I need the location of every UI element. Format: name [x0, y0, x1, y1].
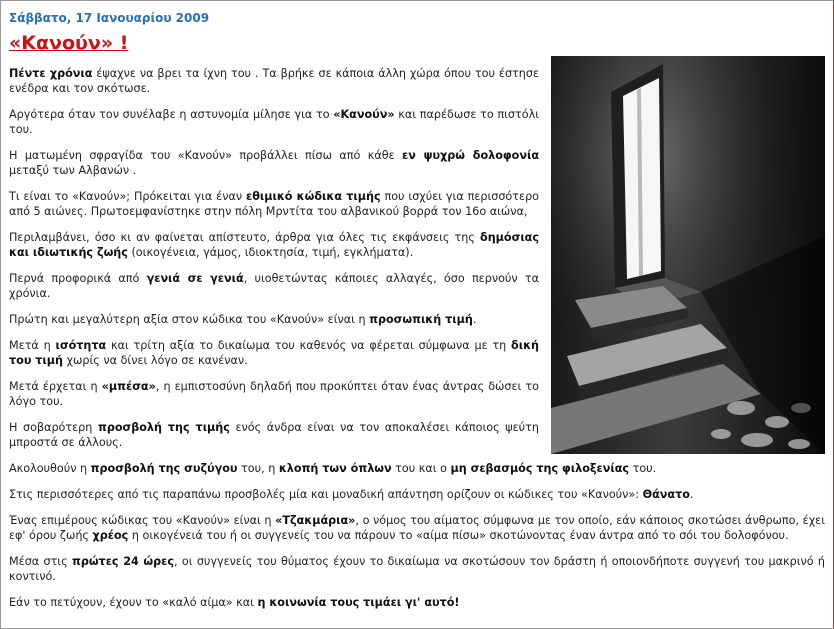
- text-span: Ακολουθούν η: [9, 462, 91, 475]
- text-span: που ισχύει για περισσότερο από 5 αιώνες. Πρωτοεμφανίστηκε στην πόλη Μρντίτα του αλβανικού βορρά τον 16ο αιώνα,: [9, 190, 540, 218]
- text-span: , υιοθετώντας κάποιες αλλαγές, όσο περνούν τα χρόνια.: [9, 272, 539, 300]
- text-span: χωρίς να δίνει λόγο σε κανέναν.: [62, 354, 248, 367]
- bold-text: προσβολή της συζύγου: [90, 462, 238, 475]
- bold-text: εν ψυχρώ δολοφονία: [402, 149, 539, 162]
- text-span: Πρώτη και μεγαλύτερη αξία στον κώδικα του «Κανούν» είναι η: [9, 313, 370, 326]
- text-span: , οι συγγενείς του θύματος έχουν το δικαίωμα να σκοτώσουν τον δράστη ή οποιονδήποτε συγγενή του μακρινό ή κοντινό.: [9, 555, 825, 583]
- text-span: Μετά η: [9, 339, 56, 352]
- text-span: , ο νόμος του αίματος σύμφωνα με τον οποίο, εάν κάποιος σκοτώσει άνθρωπο, έχει εφ' όρου ζωής: [9, 514, 825, 542]
- text-span: Ένας επιμέρους κώδικας του «Κανούν» είναι η: [9, 514, 276, 527]
- bold-text: χρέος: [92, 529, 129, 542]
- bold-text: προσβολή της τιμής: [97, 421, 230, 434]
- text-span: Μετά έρχεται η: [9, 380, 102, 393]
- paragraph: [9, 595, 825, 610]
- text-span: του.: [629, 462, 657, 475]
- bold-text: δημόσιας και ιδιωτικής ζωής: [9, 231, 539, 259]
- bold-text: προσωπική τιμή: [369, 313, 473, 326]
- post-body: [9, 66, 825, 621]
- text-span: Τι είναι το «Κανούν»; Πρόκειται για έναν: [9, 190, 246, 203]
- text-span: μεταξύ των Αλβανών .: [9, 164, 137, 177]
- text-span: .: [472, 313, 477, 326]
- bold-text: ισότητα: [55, 339, 107, 352]
- paragraph: [9, 487, 825, 502]
- text-span: Περνά προφορικά από: [9, 272, 147, 285]
- text-span: του, η: [237, 462, 279, 475]
- text-span: έψαχνε να βρει τα ίχνη του . Τα βρήκε σε κάποια άλλη χώρα όπου του έστησε ενέδρα και τον σκότωσε.: [9, 67, 539, 95]
- text-span: (οικογένεια, γάμος, ιδιοκτησία, τιμή, εγκλήματα).: [127, 246, 414, 259]
- dark-room-photo-image: [551, 56, 825, 454]
- text-span: Στις περισσότερες από τις παραπάνω προσβολές μία και μοναδική απάντηση ορίζουν οι κώδικες του «Κανούν»:: [9, 488, 643, 501]
- bold-text: «Τζακμάρια»: [275, 514, 356, 527]
- bold-text: η κοινωνία τους τιμάει γι' αυτό!: [257, 596, 460, 609]
- bold-text: δική του τιμή: [9, 339, 540, 367]
- bold-text: «Κανούν»: [333, 108, 395, 121]
- text-span: και τρίτη αξία το δικαίωμα του καθενός να φέρεται σύμφωνα με τη: [106, 339, 512, 352]
- text-span: Εάν το πετύχουν, έχουν το «καλό αίμα» και: [9, 596, 258, 609]
- text-span: και παρέδωσε το πιστόλι του.: [9, 108, 539, 136]
- text-span: .: [689, 488, 694, 501]
- text-span: η οικογένειά του ή οι συγγενείς του να πάρουν το «αίμα πίσω» σκοτώνοντας έναν άντρα από το σόι του δολοφόνου.: [128, 529, 789, 542]
- text-span: Η ματωμένη σφραγίδα του «Κανούν» προβάλλει πίσω από κάθε: [9, 149, 403, 162]
- paragraph: [9, 554, 825, 584]
- paragraph: [9, 461, 825, 476]
- text-span: Περιλαμβάνει, όσο κι αν φαίνεται απίστευτο, άρθρα για όλες τις εκφάνσεις της: [9, 231, 481, 244]
- paragraph: [9, 513, 825, 543]
- bold-text: μη σεβασμός της φιλοξενίας: [450, 462, 630, 475]
- bold-text: κλοπή των όπλων: [278, 462, 392, 475]
- text-span: , η εμπιστοσύνη δηλαδή που προκύπτει όταν ένας άντρας δώσει το λόγο του.: [9, 380, 539, 408]
- text-span: Η σοβαρότερη: [9, 421, 98, 434]
- bold-text: «μπέσα»: [101, 380, 156, 393]
- text-span: ενός άνδρα είναι να τον αποκαλέσει κάποιος ψεύτη μπροστά σε άλλους.: [9, 421, 539, 449]
- bold-text: εθιμικό κώδικα τιμής: [245, 190, 381, 203]
- text-span: του και ο: [391, 462, 451, 475]
- post-title[interactable]: «Κανούν» !: [9, 32, 129, 54]
- bold-text: Πέντε χρόνια: [9, 67, 93, 80]
- bold-text: πρώτες 24 ώρες: [71, 555, 175, 568]
- bold-text: γενιά σε γενιά: [146, 272, 244, 285]
- post-date: Σάββατο, 17 Ιανουαρίου 2009: [9, 11, 210, 25]
- text-span: Αργότερα όταν τον συνέλαβε η αστυνομία μίλησε για το: [9, 108, 334, 121]
- bold-text: Θάνατο: [642, 488, 690, 501]
- text-span: Μέσα στις: [9, 555, 72, 568]
- post-photo: [551, 56, 825, 454]
